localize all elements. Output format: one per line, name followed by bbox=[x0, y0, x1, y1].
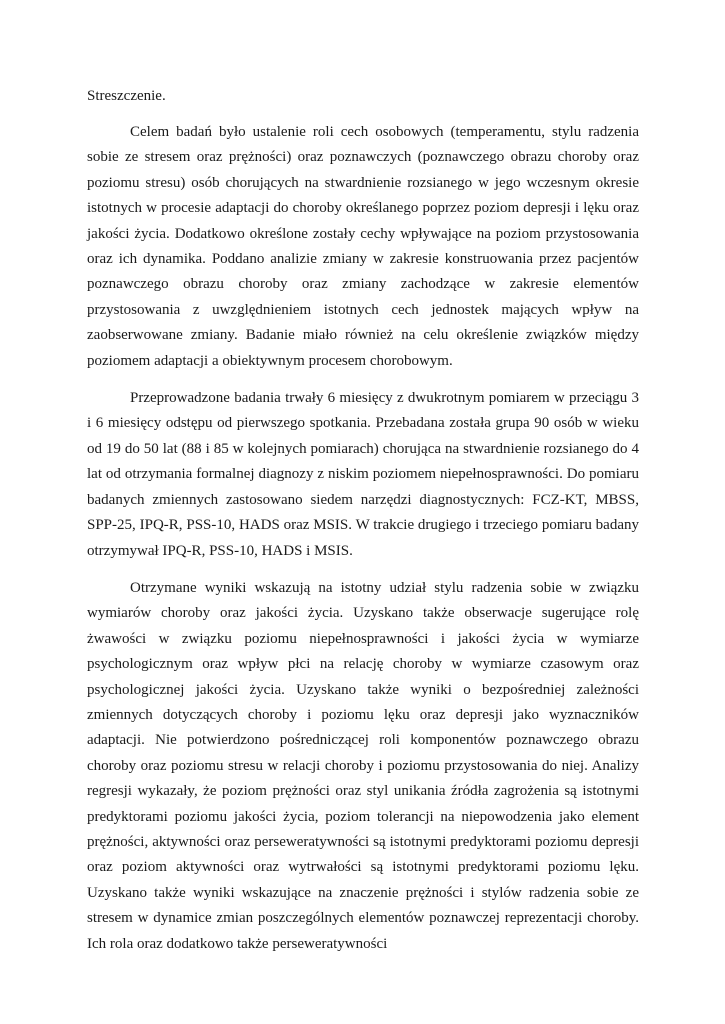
paragraph-results: Otrzymane wyniki wskazują na istotny udział stylu radzenia sobie w związku wymiarów choroby oraz jakości życia. Uzyskano także obserwacje sugerujące rolę żwawości w związku poziomu niepełnosprawności i jakości życia w wymiarze psychologicznym oraz wpływ płci na relację choroby w wymiarze czasowym oraz psychologicznej jakości życia. Uzyskano także wyniki o bezpośredniej zależności zmiennych dotyczących choroby i poziomu lęku oraz depresji jako wyznaczników adaptacji. Nie potwierdzono pośredniczącej roli komponentów poznawczego obrazu choroby oraz poziomu stresu w relacji choroby i poziomu przystosowania do niej. Analizy regresji wykazały, że poziom prężności oraz styl unikania źródła zagrożenia są istotnymi predyktorami poziomu jakości życia, poziom tolerancji na niepowodzenia jako element prężności, aktywności oraz perseweratywności są istotnymi predyktorami poziomu depresji oraz poziom aktywności oraz wytrwałości są istotnymi predyktorami poziomu lęku. Uzyskano także wyniki wskazujące na znaczenie prężności i stylów radzenia sobie ze stresem w dynamice zmian poszczególnych elementów poznawczej reprezentacji choroby. Ich rola oraz dodatkowo także perseweratywności bbox=[87, 579, 639, 952]
document-heading: Streszczenie. bbox=[87, 88, 166, 104]
document-page bbox=[87, 84, 639, 969]
paragraph-aim: Celem badań było ustalenie roli cech osobowych (temperamentu, stylu radzenia sobie ze stresem oraz prężności) oraz poznawczych (poznawczego obrazu choroby oraz poziomu stresu) osób chorujących na stwardnienie rozsianego w jego wczesnym okresie istotnych w procesie adaptacji do choroby określanego poprzez poziom depresji i lęku oraz jakości życia. Dodatkowo określone zostały cechy wpływające na poziom przystosowania oraz ich dynamika. Poddano analizie zmiany w zakresie konstruowania przez pacjentów poznawczego obrazu choroby oraz zmiany zachodzące w zakresie elementów przystosowania z uwzględnieniem istotnych cech jednostek mających wpływ na zaobserwowane zmiany. Badanie miało również na celu określenie związków między poziomem adaptacji a obiektywnym procesem chorobowym. bbox=[87, 124, 639, 369]
paragraph-method: Przeprowadzone badania trwały 6 miesięcy z dwukrotnym pomiarem w przeciągu 3 i 6 miesięcy odstępu od pierwszego spotkania. Przebadana została grupa 90 osób w wieku od 19 do 50 lat (88 i 85 w kolejnych pomiarach) chorująca na stwardnienie rozsianego do 4 lat od otrzymania formalnej diagnozy z niskim poziomem niepełnosprawności. Do pomiaru badanych zmiennych zastosowano siedem narzędzi diagnostycznych: FCZ-KT, MBSS, SPP-25, IPQ-R, PSS-10, HADS oraz MSIS. W trakcie drugiego i trzeciego pomiaru badany otrzymywał IPQ-R, PSS-10, HADS i MSIS. bbox=[87, 390, 639, 559]
